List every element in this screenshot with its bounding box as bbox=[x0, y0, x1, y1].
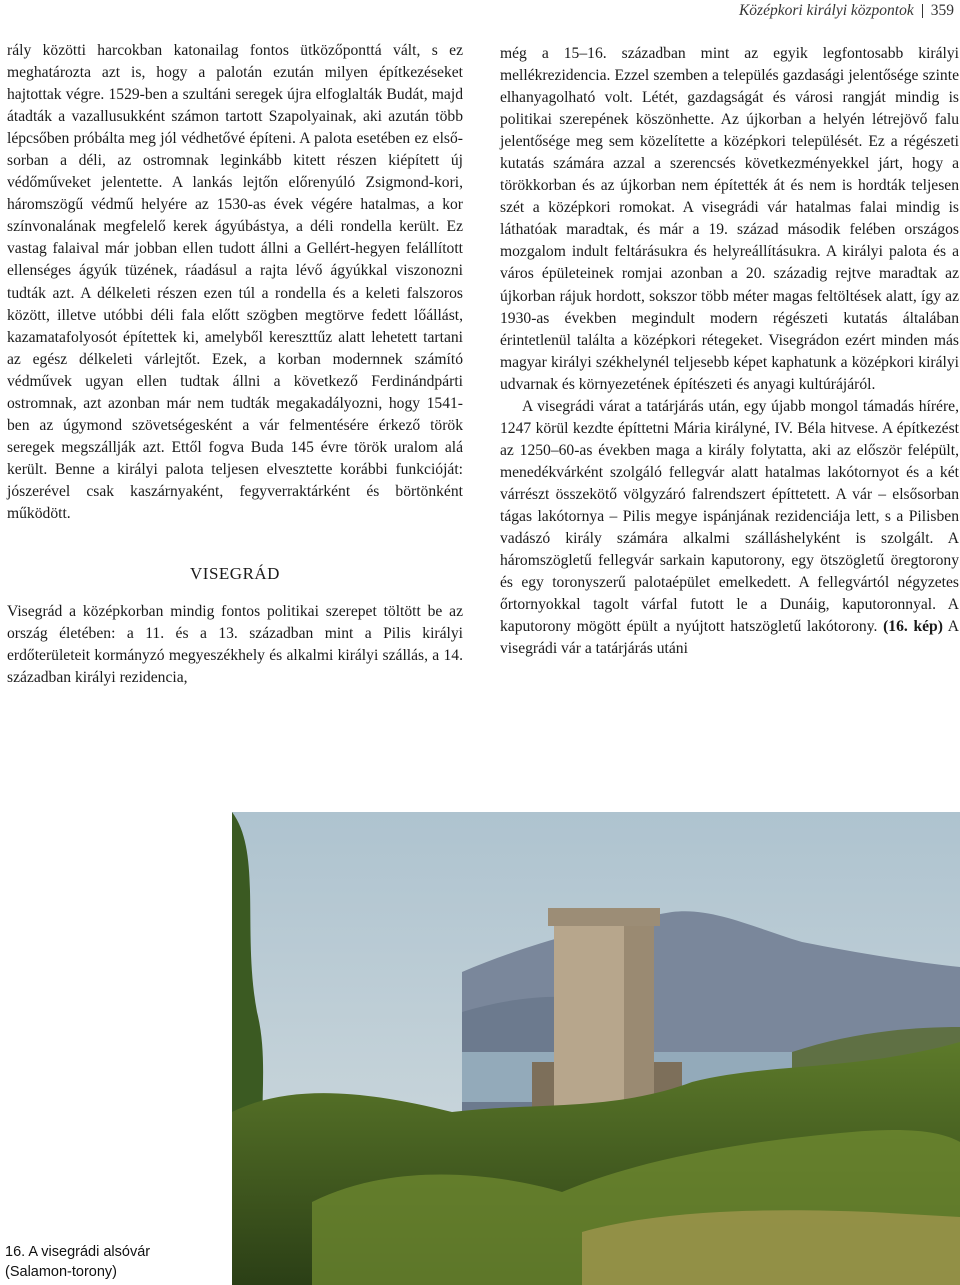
section-title: VISEGRÁD bbox=[190, 564, 280, 584]
right-paragraph-2 bbox=[500, 396, 959, 661]
right-paragraph-1: még a 15–16. században mint az egyik legfontosabb királyi mellékrezidencia. Ezzel szemben a település gazdasági jelentősége szinte elhanyagolható volt. Létét, gazdagságát és városi rangját mindig is politikai szerepének köszönhette. Az újkorban a helyén létrejövő falu jelentősége meg sem közelítette a középkori települését. Ez a régészeti kutatás számára azzal a szerencsés következményekkel járt, hogy a törökkorban és az újkorban nem építették át és nem is hordták teljesen szét a középkori romokat. A visegrádi vár hatalmas falai mindig is láthatóak maradtak, és már a 19. század második felében országos mozgalom indult feltárásukra és helyreállításukra. A királyi palota és a város épületeinek romjai azonban a 20. századig rejtve maradtak az újkorban rájuk hordott, sokszor több méter magas feltöltések alatt, így az 1930-as években megindult modern régészeti kutatás általában érintetlenül találta a középkori rétegeket. Visegrádon ezért minden más magyar királyi székhelynél teljesebb képet kaphatunk a középkori királyi udvarnak és környezetének építészeti és anyagi kultúrájáról. bbox=[500, 45, 959, 393]
left-paragraph-1: rály közötti harcokban katonailag fontos ütközőponttá vált, s ez meghatározta azt is, hogy a palotán ezután milyen építkezéseket hajtottak végre. 1529-ben a szultáni seregek újra elfoglalták Budát, majd átadták a vazallusukként számon tartott Szapolyainak, aki azután több lépcsőben próbálta meg jól védhetővé építeni. A palota esetében ez elsősorban a déli, az ostromnak leginkább kitett részen kiépített új védőműveket jelentette. A lankás lejtőn előrenyúló Zsigmond-kori, háromszögű védmű helyére az 1530-as évek végére hatalmas, a kor színvonalának megfelelő kerek ágyúbástya, a déli rondella került. Ez vastag falaival már jobban ellen tudott állni a Gellért-hegyen felállított ellenséges ágyúk tüzének, ráadásul a rajta lévő ágyúkkal viszonozni tudták azt. A délkeleti részen ezen túl a rondella és a keleti falszoros között, illetve utóbbi déli fala előtt szögben megtörve fedett lőállást, kazamatafolyosót építettek ki, amelyből kereszttűz alatt lehetett tartani az egész délkeleti várlejtőt. Ezek, a korban modernnek számító védművek ugyan ellen tudtak állni a következő Ferdinándpárti ostromnak, azt azonban már nem tudták megakadályozni, hogy 1541-ben az úgymond szövetségesként a vár felmentésére érkező török seregek megszállják azt. Ettől fogva Buda 145 évre török uralom alá került. Benne a királyi palota teljesen elvesztette korábbi funkcióját: jószerével csak kaszárnyaként, fegyverraktárként és börtönként működött. bbox=[7, 42, 463, 522]
running-head bbox=[739, 0, 954, 22]
right-paragraph-2-text: A visegrádi várat a tatárjárás után, egy újabb mongol támadás hírére, 1247 körül kezdte építtetni Mária királyné, IV. Béla hitvese. A építkezést az 1250–60-as években maga a király folytatta, aki az először felépült, menedékvárként szolgáló fellegvár alatt hatalmas lakótornyot és a két várrészt összekötő völgyzáró falrendszert építtetett. A vár – elsősorban tágas lakótornya – Pilis megye ispánjának rezidenciája lett, s a Pilisben vadászó király számára alkalmi szálláshelyként is szolgált. A háromszögletű fellegvár sarkain kaputorony, egy ötszögletű öregtorony és egy toronyszerű palotaépület emelkedett. A fellegvártól négyzetes őrtornyokkal tagolt várfal futott le a Dunáig, kaputoronnyal. A kaputorony mögött épült a nyújtott hatszögletű lakótorony. bbox=[500, 397, 959, 636]
running-title: Középkori királyi központok bbox=[738, 2, 914, 19]
left-column bbox=[7, 40, 463, 689]
photo-illustration bbox=[232, 812, 960, 1285]
right-column bbox=[500, 43, 959, 660]
right-paragraph-2-tail: A visegrádi vár a tatárjárás utáni bbox=[500, 618, 959, 658]
left-paragraph-2: Visegrád a középkorban mindig fontos politikai szerepet töltött be az ország életében: a 11. és a 13. században mint a Pilis királyi erdőterületeit kormányzó megyeszékhely és alkalmi királyi szállás, a 14. században királyi rezidencia, bbox=[7, 603, 463, 687]
tower-shadow-side bbox=[624, 926, 654, 1110]
visegrad-lower-castle-photo bbox=[232, 812, 960, 1285]
page-number: 359 bbox=[930, 2, 954, 19]
dry-grass bbox=[582, 1210, 960, 1285]
caption-line-1: 16. A visegrádi alsóvár bbox=[5, 1244, 151, 1260]
salamon-tower-top bbox=[548, 908, 660, 926]
figure-caption bbox=[5, 1243, 225, 1282]
caption-line-2: (Salamon-torony) bbox=[5, 1263, 118, 1280]
figure-reference: (16. kép) bbox=[883, 618, 943, 636]
header-divider bbox=[922, 4, 923, 18]
